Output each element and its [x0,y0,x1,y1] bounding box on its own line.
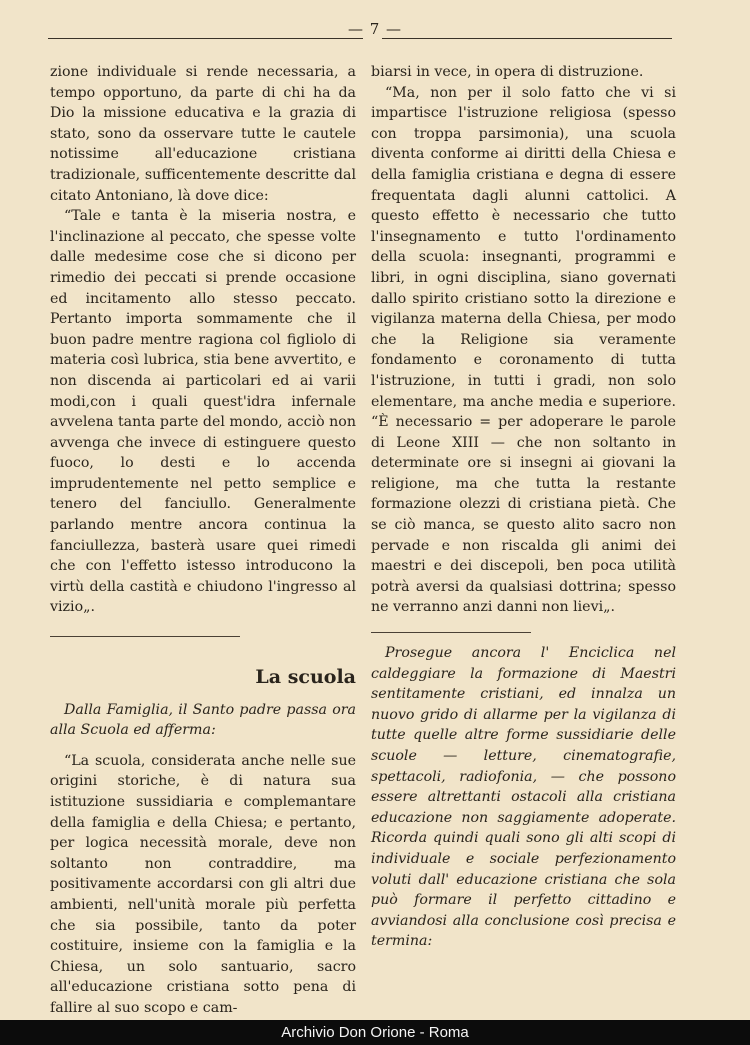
header-rule-right [382,38,672,39]
left-paragraph-2: “Tale e tanta è la miseria nostra, e l'inclinazione al peccato, che spesse volte dalle medesime cose che si dicono per rimedio dei peccati si prende occasione ed incitamento allo stesso peccato. Pertanto importa sommamente che il buon padre mentre ragiona col figliolo di materia così lubrica, stia bene avvertito, e non discenda ai particolari ed ai varii modi,con i quali quest'idra infernale avvelena tanta parte del mondo, acciò non avvenga che invece di estinguere questo fuoco, lo desti e lo accenda imprudentemente nel petto semplice e tenero del fanciullo. Generalmente parlando mentre ancora continua la fanciullezza, basterà usare quei rimedi che con l'effetto istesso introducono la virtù della castità e chiudono l'ingresso al vizio„. [50,208,356,616]
right-paragraph-3: Prosegue ancora l' Enciclica nel caldeggiare la formazione di Maestri sentitamente cristiani, ed innalza un nuovo grido di allarme per la vigilanza di tutte quelle altre forme sussidiarie delle scuole — letture, cinematografie, spettacoli, radiofonia, — che possono essere altrettanti ostacoli alla cristiana educazione non saggiamente adoperate. Ricorda quindi quali sono gli alti scopi di individuale e sociale perfezionamento voluti dall' educazione cristiana che sola può formare il perfetto cittadino e avviandosi alla conclusione così precisa e termina: [371,645,676,950]
section-divider [50,636,240,637]
right-column [371,62,676,952]
left-paragraph-3: “La scuola, considerata anche nelle sue origini storiche, è di natura sua istituzione sussidiaria e complemantare della famiglia e della Chiesa; e pertanto, per logica necessità morale, deve non soltanto non contraddire, ma positivamente accordarsi con gli altri due ambienti, nell'unità morale più perfetta che sia possibile, tanto da poter costituire, insieme con la famiglia e la Chiesa, un solo santuario, sacro all'educazione cristiana sotto pena di fallire al suo scopo e cam- [50,752,356,1016]
left-paragraph-1: zione individuale si rende necessaria, a tempo opportuno, da parte di chi ha da Dio la missione educativa e la grazia di stato, sono da osservare tutte le cautele notissime all'educazione cristiana tradizionale, sufficentemente descritte dal citato Antoniano, là dove dice: [50,64,356,204]
page-number: — 7 — [347,20,403,38]
right-paragraph-2: “Ma, non per il solo fatto che vi si impartisce l'istruzione religiosa (spesso con troppa parsimonia), una scuola diventa conforme ai diritti della Chiesa e della famiglia cristiana e degna di essere frequentata dagli alunni cattolici. A questo effetto è necessario che tutto l'insegnamento e tutto l'ordinamento della scuola: insegnanti, programmi e libri, in ogni disciplina, siano governati dallo spirito cristiano sotto la direzione e vigilanza materna della Chiesa, per modo che la Religione sia veramente fondamento e coronamento di tutta l'istruzione, in tutti i gradi, non solo elementare, ma anche media e superiore. “È necessario = per adoperare le parole di Leone XIII — che non soltanto in determinate ore si insegni ai giovani la religione, ma che tutta la restante formazione olezzi di cristiana pietà. Che se ciò manca, se questo alito sacro non pervade e non riscalda gli animi dei maestri e dei discepoli, ben poca utilità potrà aversi da qualsiasi dottrina; spesso ne verranno anzi danni non lievi„. [371,84,676,616]
section-intro: Dalla Famiglia, il Santo padre passa ora alla Scuola ed afferma: [50,701,356,739]
right-paragraph-1: biarsi in vece, in opera di distruzione. [371,64,644,80]
header-rule-left [48,38,363,39]
section-heading: La scuola [255,666,356,689]
archive-footer: Archivio Don Orione - Roma [0,1020,750,1045]
left-column [50,62,356,1019]
